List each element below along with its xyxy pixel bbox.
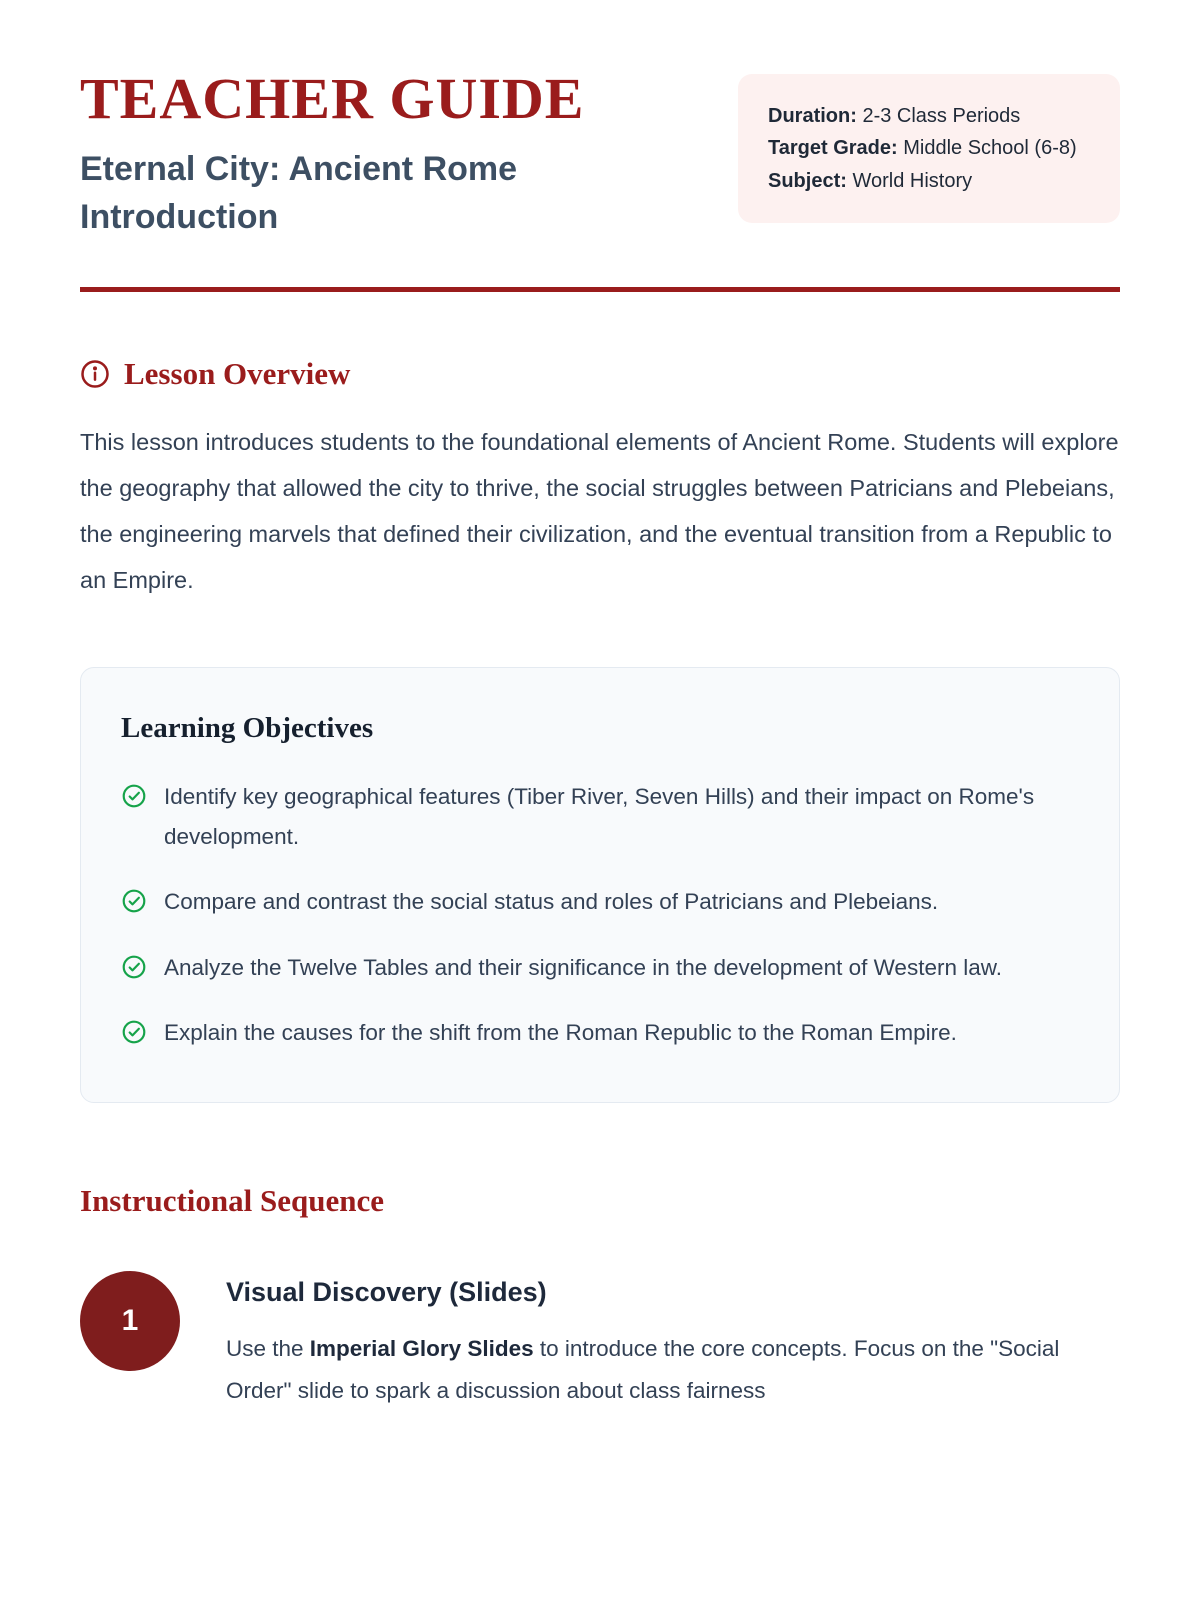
objective-item <box>121 948 1079 987</box>
learning-objectives-heading: Learning Objectives <box>121 712 374 745</box>
step-number-badge: 1 <box>80 1271 180 1371</box>
duration-value: 2-3 Class Periods <box>856 105 1021 127</box>
subject-value: World History <box>846 169 973 192</box>
objective-item <box>121 777 1079 856</box>
subject-label: Subject: <box>768 169 847 192</box>
lesson-overview-heading <box>80 356 1120 392</box>
info-icon <box>80 359 110 389</box>
step-body-bold: Imperial Glory Slides <box>309 1336 534 1362</box>
lesson-overview-section <box>80 356 1120 603</box>
objective-text: Explain the causes for the shift from the Roman Republic to the Roman Empire. <box>164 1019 957 1045</box>
meta-duration <box>768 100 1090 132</box>
step-title: Visual Discovery (Slides) <box>226 1277 547 1308</box>
duration-label: Duration: <box>768 105 857 127</box>
meta-subject <box>768 165 1090 197</box>
header-titles <box>80 66 620 241</box>
objective-text: Identify key geographical features (Tiber River, Seven Hills) and their impact on Rome's development. <box>164 784 1035 849</box>
objective-text: Analyze the Twelve Tables and their significance in the development of Western law. <box>164 954 1002 980</box>
instructional-sequence-heading <box>80 1183 1120 1219</box>
learning-objectives-card <box>80 667 1120 1103</box>
instructional-sequence-title: Instructional Sequence <box>80 1183 384 1219</box>
step-body-text: to introduce the core concepts. Focus on the "Social Order" slide to spark a discussion about class fairness <box>226 1336 1060 1403</box>
check-circle-icon <box>121 954 147 980</box>
grade-value: Middle School (6-8) <box>897 137 1077 160</box>
objective-text: Compare and contrast the social status and roles of Patricians and Plebeians. <box>164 889 939 915</box>
step-body <box>226 1328 1120 1411</box>
lesson-meta-card <box>738 74 1120 223</box>
meta-grade <box>768 132 1090 164</box>
header <box>80 66 1120 241</box>
page-title: Eternal City: Ancient Rome Introduction <box>80 150 518 236</box>
header-divider <box>80 287 1120 292</box>
instructional-sequence-section <box>80 1183 1120 1411</box>
lesson-overview-title: Lesson Overview <box>124 356 351 392</box>
step-body-text: Use the <box>226 1336 310 1362</box>
check-circle-icon <box>121 888 147 914</box>
document-kicker: TEACHER GUIDE <box>80 66 585 131</box>
sequence-step-1 <box>80 1271 1120 1411</box>
grade-label: Target Grade: <box>768 137 898 160</box>
check-circle-icon <box>121 783 147 809</box>
lesson-overview-body: This lesson introduces students to the foundational elements of Ancient Rome. Students will explore the geography that allowed the city to thrive, the social struggles between Patricians and Plebeians, the engineering marvels that defined their civilization, and the eventual transition from a Republic to an Empire. <box>80 429 1119 593</box>
objective-item <box>121 882 1079 921</box>
step-content <box>226 1271 1120 1411</box>
objective-item <box>121 1013 1079 1052</box>
check-circle-icon <box>121 1019 147 1045</box>
